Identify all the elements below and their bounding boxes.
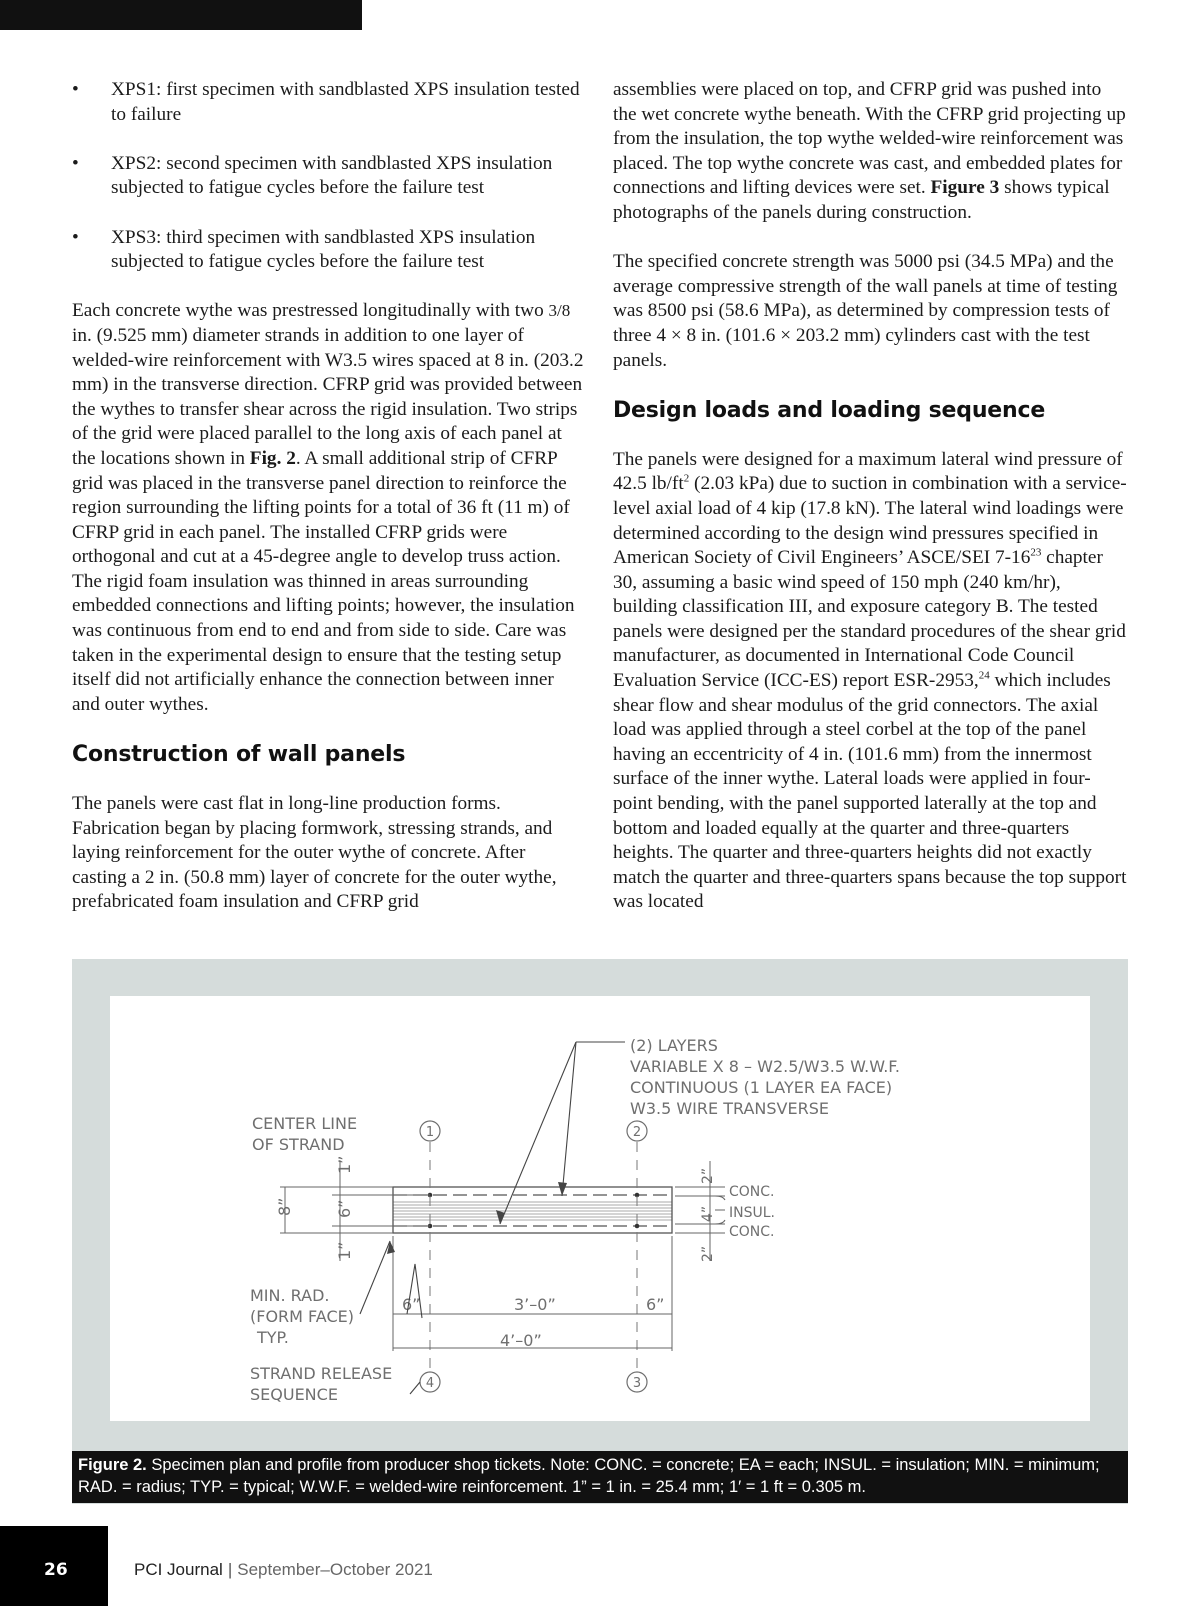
- dimension: 6”: [402, 1295, 421, 1314]
- specimen-list: [72, 78, 584, 275]
- dimension: 4”: [700, 1205, 716, 1222]
- panel-profile-drawing: [110, 996, 1090, 1421]
- citation: 23: [1030, 546, 1042, 559]
- figure-ref: Fig. 2: [249, 447, 296, 469]
- left-column: [72, 78, 584, 940]
- strand-release-label: SEQUENCE: [250, 1385, 338, 1404]
- list-item: • XPS1: first specimen with sandblasted XPS insulation tested to failure: [72, 78, 584, 127]
- cad-drawing: [110, 996, 1090, 1421]
- journal-title: PCI Journal: [134, 1560, 223, 1579]
- dimension: 6”: [646, 1295, 665, 1314]
- layer-label: CONC.: [729, 1184, 775, 1200]
- list-item: • XPS3: third specimen with sandblasted XPS insulation subjected to fatigue cycles before the failure test: [72, 226, 584, 275]
- figure-2: [72, 959, 1128, 1504]
- note-line: W3.5 WIRE TRANSVERSE: [630, 1099, 829, 1118]
- dimension: 1”: [335, 1155, 354, 1174]
- figure-caption: Figure 2. Specimen plan and profile from producer shop tickets. Note: CONC. = concrete; EA = each; INSUL. = insulation; MIN. = minimum; RAD. = radius; TYP. = typical; W.W.F. = welded-wire reinforcement. 1” = 1 in. = 25.4 mm; 1′ = 1 ft = 0.305 m.: [72, 1451, 1128, 1503]
- svg-text:1: 1: [425, 1125, 435, 1140]
- layer-label: INSUL.: [729, 1205, 775, 1221]
- body-paragraph: Each concrete wythe was prestressed longitudinally with two 3/8 in. (9.525 mm) diameter strands in addition to one layer of welded-wire reinforcement with W3.5 wires spaced at 8 in. (203.2 mm) in the transverse direction. CFRP grid was provided between the wythes to transfer shear across the rigid insulation. Two strips of the grid were placed parallel to the long axis of each panel at the locations shown in Fig. 2. A small additional strip of CFRP grid was placed in the transverse panel direction to reinforce the region surrounding the lifting points for a total of 36 ft (11 m) of CFRP grid in each panel. The installed CFRP grids were orthogonal and cut at a 45-degree angle to develop truss action. The rigid foam insulation was thinned in areas surrounding embedded connections and lifting points; however, the insulation was continuous from end to end and from side to side. Care was taken in the experimental design to ensure that the testing setup itself did not artificially enhance the connection between inner and outer wythes.: [72, 300, 584, 715]
- strand-release-label: STRAND RELEASE: [250, 1364, 393, 1383]
- min-rad-label: TYP.: [257, 1328, 289, 1347]
- citation: 24: [978, 669, 990, 682]
- note-line: CONTINUOUS (1 LAYER EA FACE): [630, 1078, 893, 1097]
- body-paragraph: The specified concrete strength was 5000 psi (34.5 MPa) and the average compressive strength of the wall panels at time of testing was 8500 psi (58.6 MPa), as determined by compression tests of three 4 × 8 in. (101.6 × 203.2 mm) cylinders cast with the test panels.: [613, 251, 1118, 371]
- svg-text:4: 4: [425, 1376, 435, 1391]
- issue-date: September–October 2021: [237, 1560, 433, 1579]
- section-heading: Design loads and loading sequence: [613, 397, 1046, 423]
- svg-text:3: 3: [632, 1376, 642, 1391]
- dimension: 3’–0”: [514, 1295, 556, 1314]
- list-item: • XPS2: second specimen with sandblasted XPS insulation subjected to fatigue cycles before the failure test: [72, 152, 584, 201]
- fraction: 3/8: [548, 301, 571, 321]
- min-rad-label: MIN. RAD.: [250, 1286, 330, 1305]
- note-line: VARIABLE X 8 – W2.5/W3.5 W.W.F.: [630, 1057, 900, 1076]
- dimension: 2”: [700, 1167, 716, 1184]
- layer-label: CONC.: [729, 1224, 775, 1240]
- center-line-label: OF STRAND: [252, 1135, 345, 1154]
- section-heading: Construction of wall panels: [72, 742, 406, 768]
- figure-ref: Figure 3: [930, 177, 1000, 199]
- page-number: 26: [44, 1560, 68, 1580]
- dimension: 1”: [335, 1241, 354, 1260]
- body-paragraph: The panels were designed for a maximum lateral wind pressure of 42.5 $lb/ft^2$ (2.03 kPa) due to suction in combination with a service-level axial load of 4 kip (17.8 kN). The lateral wind loadings were determined according to the design wind pressures specified in American Society of Civil Engineers’ ASCE/SEI $7-16^{23}$ chapter 30, assuming a basic wind speed of 150 mph (240 km/hr), building classification III, and exposure category B. The tested panels were designed per the standard procedures of the shear grid manufacturer, as documented in International Code Council Evaluation Service (ICC-ES) report ESR-2953,24 which includes shear flow and shear modulus of the grid connectors. The axial load was applied through a steel corbel at the top of the panel having an eccentricity of 4 in. (101.6 mm) from the innermost surface of the inner wythe. Lateral loads were applied in four-point bending, with the panel supported laterally at the top and bottom and loaded equally at the quarter and three-quarters heights. The quarter and three-quarters heights did not exactly match the quarter and three-quarters spans because the top support was located: [613, 448, 1127, 913]
- right-column: [613, 78, 1128, 940]
- svg-text:2: 2: [632, 1125, 642, 1140]
- min-rad-label: (FORM FACE): [250, 1307, 354, 1326]
- note-line: (2) LAYERS: [630, 1036, 718, 1055]
- dimension: 2”: [700, 1245, 716, 1262]
- body-paragraph: assemblies were placed on top, and CFRP grid was pushed into the wet concrete wythe beneath. With the CFRP grid projecting up from the insulation, the top wythe welded-wire reinforcement was placed. The top wythe concrete was cast, and embedded plates for connections and lifting devices were set. Figure 3 shows typical photographs of the panels during construction.: [613, 79, 1126, 223]
- journal-footer: PCI Journal | September–October 2021: [134, 1560, 433, 1579]
- header-bar: [0, 0, 362, 30]
- dimension: 6”: [335, 1199, 354, 1218]
- panel-section: [393, 1187, 672, 1233]
- center-line-label: CENTER LINE: [252, 1114, 358, 1133]
- dimension: 8”: [275, 1197, 294, 1216]
- dimension: 4’–0”: [500, 1331, 542, 1350]
- body-paragraph: The panels were cast flat in long-line production forms. Fabrication began by placing formwork, stressing strands, and laying reinforcement for the outer wythe of concrete. After casting a 2 in. (50.8 mm) layer of concrete for the outer wythe, prefabricated foam insulation and CFRP grid: [72, 793, 557, 913]
